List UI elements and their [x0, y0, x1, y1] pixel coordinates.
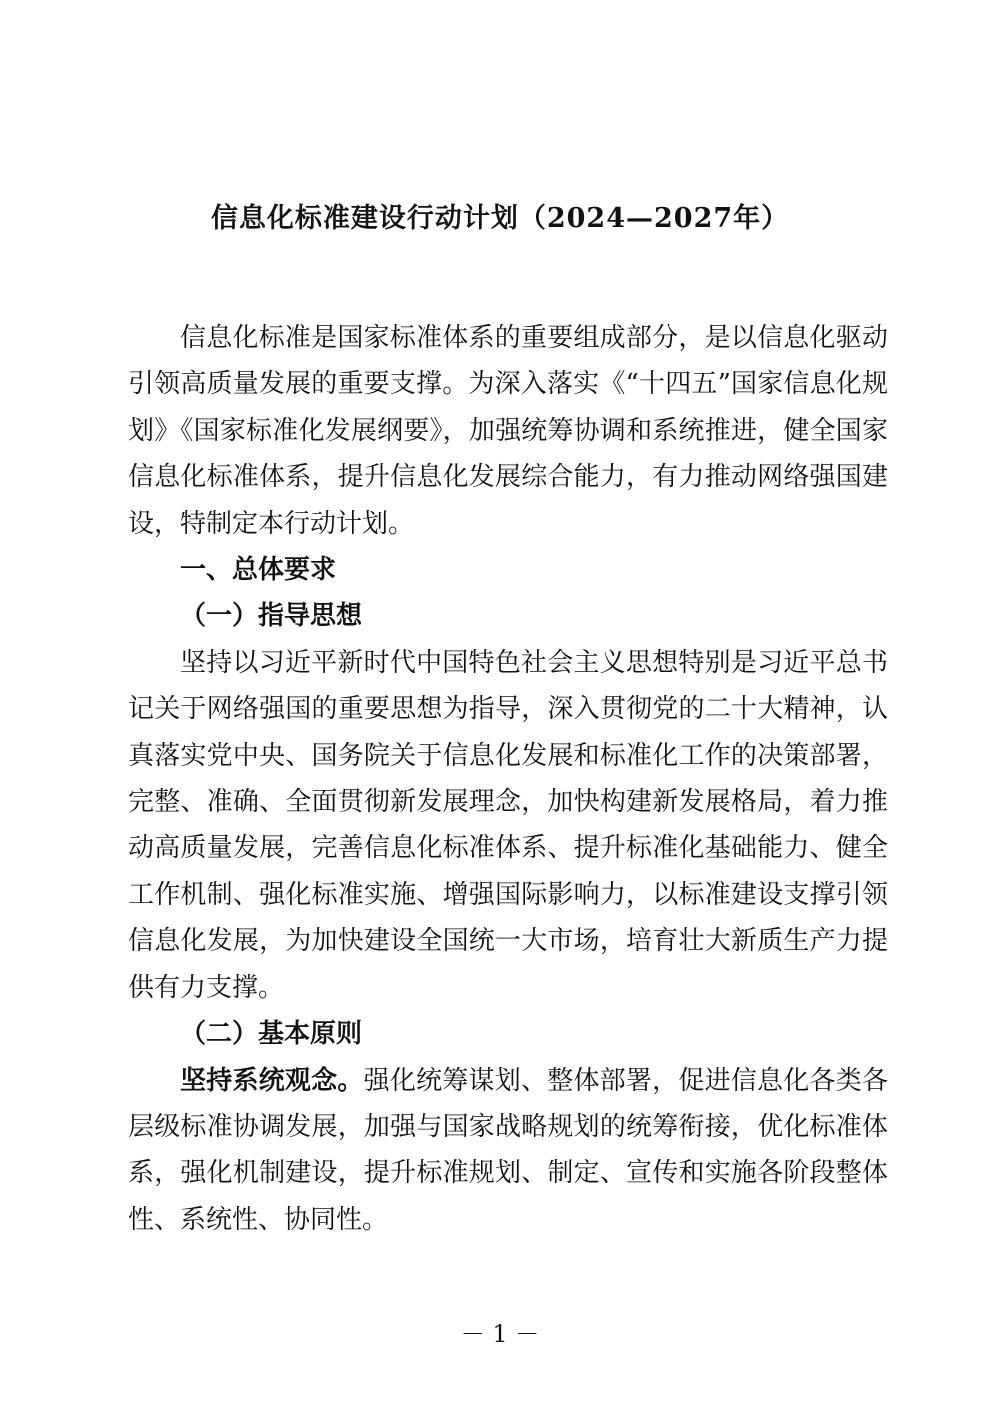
subsection-heading-basic-principles: （二）基本原则: [180, 1019, 363, 1050]
intro-paragraph: 信息化标准是国家标准体系的重要组成部分，是以信息化驱动引领高质量发展的重要支撑。为深入落实《“十四五”国家信息化规划》《国家标准化发展纲要》，加强统筹协调和系统推进，健全国家信息化标准体系，提升信息化发展综合能力，有力推动网络强国建设，特制定本行动计划。: [128, 323, 888, 539]
principle-text: 强化统筹谋划、整体部署，促进信息化各类各层级标准协调发展，加强与国家战略规划的统筹衔接，优化标准体系，强化机制建设，提升标准规划、制定、宣传和实施各阶段整体性、系统性、协同性。: [128, 1065, 888, 1235]
guiding-ideology-paragraph: 坚持以习近平新时代中国特色社会主义思想特别是习近平总书记关于网络强国的重要思想为指导，深入贯彻党的二十大精神，认真落实党中央、国务院关于信息化发展和标准化工作的决策部署，完整、准确、全面贯彻新发展理念，加快构建新发展格局，着力推动高质量发展，完善信息化标准体系、提升标准化基础能力、健全工作机制、强化标准实施、增强国际影响力，以标准建设支撑引领信息化发展，为加快建设全国统一大市场，培育壮大新质生产力提供有力支撑。: [128, 647, 888, 1003]
principle-lead: 坚持系统观念。: [180, 1065, 364, 1096]
principle-paragraph: [128, 1058, 888, 1244]
page-number: － 1 －: [460, 1320, 540, 1348]
subsection-heading-guiding-ideology: （一）指导思想: [180, 601, 363, 632]
section-heading-general-requirements: 一、总体要求: [180, 555, 337, 586]
document-title: 信息化标准建设行动计划（2024—2027年）: [210, 203, 790, 234]
document-body: [128, 315, 888, 1243]
